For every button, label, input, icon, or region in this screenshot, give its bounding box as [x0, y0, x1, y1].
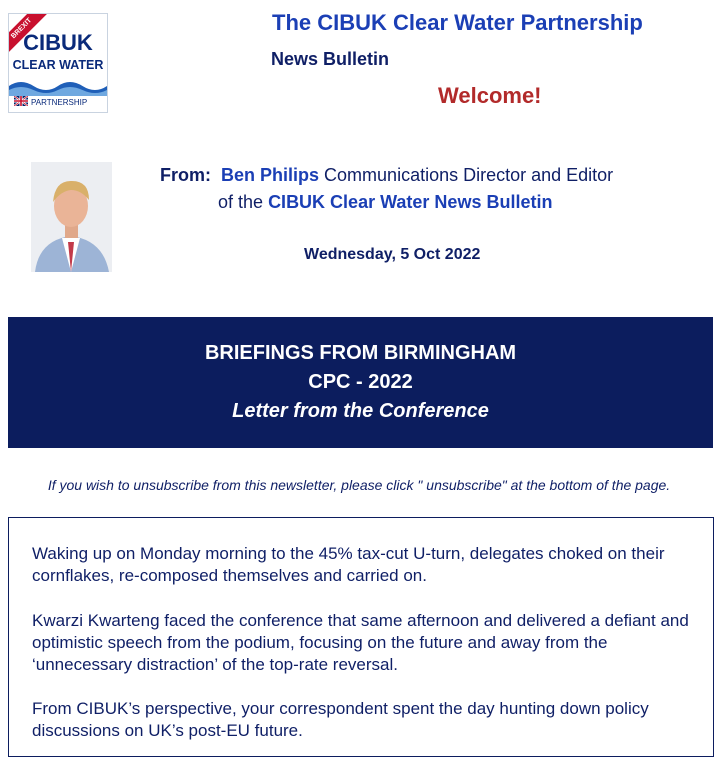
cibuk-logo — [8, 13, 108, 113]
author-portrait-image — [31, 162, 112, 272]
headline-banner — [8, 317, 713, 448]
logo-corner-ribbon: BREXIT — [8, 13, 52, 59]
author-publication-line — [218, 192, 552, 213]
unsubscribe-note: If you wish to unsubscribe from this newsletter, please click " unsubscribe" at the bottom of the page. — [47, 477, 671, 493]
logo-line-2: CLEAR WATER — [12, 58, 104, 72]
author-name: Ben Philips — [221, 165, 320, 185]
article-paragraph: From CIBUK’s perspective, your correspondent spent the day hunting down policy discussions on UK’s post-EU future. — [32, 699, 649, 740]
newsletter-title: The CIBUK Clear Water Partnership — [272, 10, 643, 35]
publication-name: CIBUK Clear Water News Bulletin — [268, 192, 553, 212]
banner-line-3: Letter from the Conference — [232, 400, 489, 422]
author-role: Communications Director and Editor — [324, 165, 614, 185]
from-label: From: — [160, 165, 211, 185]
author-photo — [31, 162, 112, 272]
article-paragraph: Kwarzi Kwarteng faced the conference that same afternoon and delivered a defiant and optimistic speech from the podium, focusing on the future and away from the ‘unnecessary distraction’ of the top-rate reversal. — [32, 611, 689, 674]
banner-line-2: CPC - 2022 — [308, 371, 413, 393]
article-body — [8, 517, 714, 757]
of-label: of the — [218, 192, 264, 212]
logo-line-1: CIBUK — [23, 30, 93, 55]
uk-flag-icon — [14, 96, 28, 106]
welcome-heading: Welcome! — [438, 83, 542, 108]
logo-wave-graphic — [9, 76, 107, 96]
article-paragraph: Waking up on Monday morning to the 45% tax-cut U-turn, delegates choked on their cornflakes, re-composed themselves and carried on. — [32, 544, 665, 585]
author-from-line — [160, 165, 613, 186]
banner-line-1: BRIEFINGS FROM BIRMINGHAM — [204, 342, 517, 364]
logo-partnership-label: PARTNERSHIP — [31, 98, 88, 107]
newsletter-subtitle: News Bulletin — [271, 49, 390, 69]
issue-date: Wednesday, 5 Oct 2022 — [304, 246, 481, 263]
